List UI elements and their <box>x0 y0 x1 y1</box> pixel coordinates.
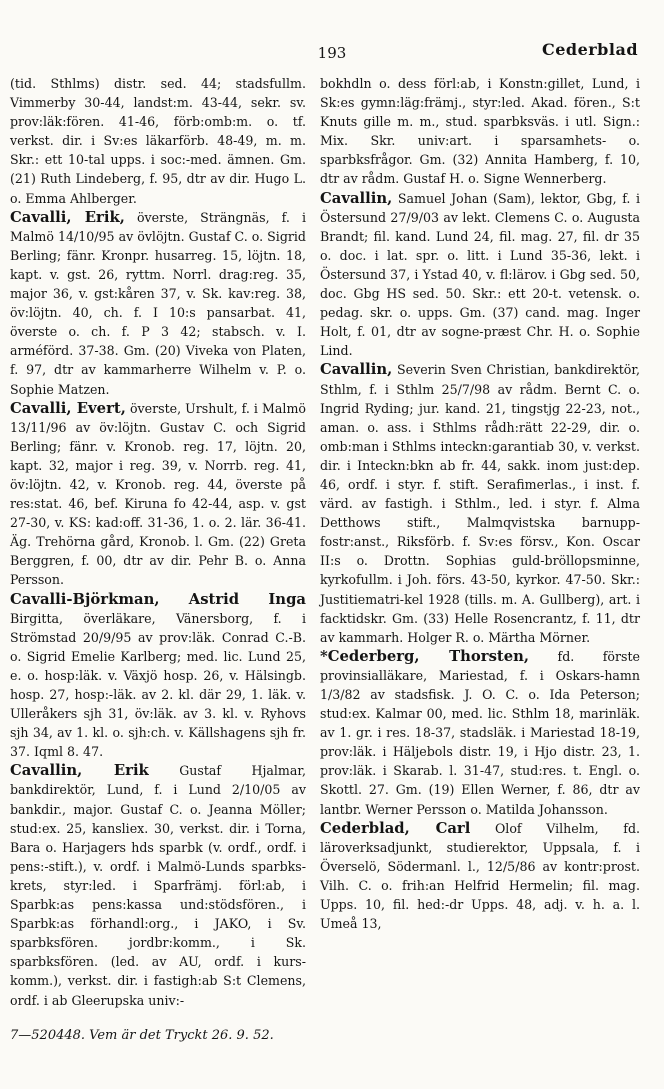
entry-cavalli-evert <box>10 399 306 590</box>
entry-text: Olof Vilhelm, fd. läroverksadjunkt, studierektor, Uppsala, f. i Överselö, Södermanl. l., 12/5/86 av kontr:prost. Vilh. C. o. frih:an Helfrid Hermelin; fil. mag. Upps. 10, fil. hed:-dr Upps. 48, adj. v. h. a. l. Umeå 13, <box>320 820 641 932</box>
entry-cavallin-sven <box>320 360 640 646</box>
entry-cavalli-erik <box>10 208 306 399</box>
entry-text: Samuel Johan (Sam), lektor, Gbg, f. i Östersund 27/9/03 av lekt. Clemens C. o. Augusta Brandt; fil. kand. Lund 24, fil. mag. 27, fil. dr 35 o. doc. i lat. spr. o. litt. i Lund 35-36, lekt. i Östersund 37, i Ystad 40, v. fl:lärov. i Gbg sed. 50, doc. Gbg HS sed. 50. Skr.: ett 20-t. vetensk. o. pedag. skr. o. upps. Gm. (37) cand. mag. Inger Holt, f. 01, dtr av sogne-præst Chr. H. o. Sophie Lind. <box>320 190 640 359</box>
entry-heading: Cavallin, Erik <box>10 762 149 780</box>
entry-continued: (tid. Sthlms) distr. sed. 44; stadsfullm. Vimmerby 30-44, landst:m. 43-44, sekr. sv. prov:läk:fören. 41-46, förb:omb:m. o. tf. verkst. dir. i Sv:es läkarförb. 48-49, m. m. Skr.: ett 10-tal upps. i soc:-med. ämnen. Gm. (21) Ruth Lindeberg, f. 95, dtr av dir. Hugo L. o. Emma Ahlberger. <box>10 76 306 206</box>
entry-text: överste, Urshult, f. i Malmö 13/11/96 av öv:löjtn. Gustav C. och Sigrid Berling; fänr. v. Kronob. reg. 17, löjtn. 20, kapt. 32, major i reg. 39, v. Norrb. reg. 41, öv:löjtn. 42, v. Kronob. reg. 44, överste på res:stat. 46, bef. Kiruna fo 42-44, asp. v. gst 27-30, v. KS: kad:off. 31-36, 1. o. 2. lär. 36-41. Äg. Trehörna gård, Kronob. l. Gm. (22) Greta Berggren, f. 00, dtr av dir. Pehr B. o. Anna Persson. <box>10 400 306 588</box>
left-column <box>10 74 306 1010</box>
entry-text: Severin Sven Christian, bankdirektör, Sthlm, f. i Sthlm 25/7/98 av rådm. Bernt C. o. Ingrid Ryding; jur. kand. 21, tingstjg 22-23, not., aman. o. ass. i Sthlms rådh:rätt 22-29, dir. o. omb:man i Sthlms inteckn:garantiab 30, v. verkst. dir. i Inteckn:bkn ab fr. 44, sakk. inom just:dep. 46, ordf. i styr. f. stift. Serafimerlas., i inst. f. värd. av fastigh. i Sthlm., led. i styr. f. Alma Detthows stift., Malmqvistska barnupp-fostr:anst., Riksförb. f. Sv:es försv., Kon. Oscar II:s o. Drottn. Sophias guld-bröllopsminne, kyrkofullm. i Joh. förs. 43-50, kyrkor. 47-50. Skr.: Justitiematri-kel 1928 (tills. m. A. Gullberg), art. i facktidskr. Gm. (33) Helle Rosencrantz, f. 11, dtr av kammarh. Holger R. o. Märtha Mörner. <box>320 362 640 645</box>
page-number: 193 <box>317 44 347 62</box>
entry-heading: Cavalli-Björkman, Astrid Inga <box>10 590 306 608</box>
entry-cavallin-sam <box>320 189 640 361</box>
entry-text: Birgitta, överläkare, Vänersborg, f. i Strömstad 20/9/95 av prov:läk. Conrad C.-B. o. Sigrid Emelie Karlberg; med. lic. Lund 25, e. o. hosp:läk. v. Växjö hosp. 26, v. Hälsingb. hosp. 27, hosp:-läk. av 2. kl. där 29, 1. läk. v. Ulleråkers sjh 31, öv:läk. av 3. kl. v. Ryhovs sjh 34, av 1. kl. o. sjh:ch. v. Källshagens sjh fr. 37. Iqml 8. 47. <box>10 610 306 760</box>
right-column <box>320 74 640 933</box>
entry-heading: Cavalli, Evert, <box>10 399 126 417</box>
print-footer: 7—520448. Vem är det Tryckt 26. 9. 52. <box>10 1028 274 1043</box>
entry-continued: bokhdln o. dess förl:ab, i Konstn:gillet, Lund, i Sk:es gymn:läg:främj., styr:led. Akad. fören., S:t Knuts gille m. m., stud. sparbksväs. i utl. Sign.: Mix. Skr. univ:art. i sparsamhets- o. sparbksfrågor. Gm. (32) Annita Hamberg, f. 10, dtr av rådm. Gustaf H. o. Signe Wennerberg. <box>320 76 640 187</box>
entry-text: fd. förste provinsialläkare, Mariestad, f. i Oskars-hamn 1/3/82 av stadsfisk. J. O. C. o. Ida Peterson; stud:ex. Kalmar 00, med. lic. Sthlm 18, marinläk. av 1. gr. i res. 18-37, stadsläk. i Mariestad 18-19, prov:läk. i Häljebols distr. 19, i Hjo distr. 23, 1. prov:läk. i Skarab. l. 31-47, stud:res. t. Engl. o. Skottl. 27. Gm. (19) Ellen Werner, f. 86, dtr av lantbr. Werner Persson o. Matilda Johansson. <box>320 648 640 817</box>
entry-heading: Cederblad, Carl <box>320 819 471 837</box>
entry-cavallin-erik <box>10 761 306 1009</box>
entry-heading: Cavalli, Erik, <box>10 208 125 226</box>
entry-heading: Cavallin, <box>320 361 393 379</box>
running-head: Cederblad <box>541 40 638 59</box>
entry-heading: *Cederberg, Thorsten, <box>320 647 530 665</box>
entry-text: Gustaf Hjalmar, bankdirektör, Lund, f. i Lund 2/10/05 av bankdir., major. Gustaf C. o. Jeanna Möller; stud:ex. 25, kansliex. 30, verkst. dir. i Torna, Bara o. Harjagers hds sparbk (v. ordf., ordf. i pens:-stift.), v. ordf. i Malmö-Lunds sparbks-krets, styr:led. i Sparfrämj. förl:ab, i Sparbk:as pens:kassa und:stödsfören., i Sparbk:as förhandl:org., i JAKO, i Sv. sparbksfören. jordbr:komm., i Sk. sparbksfören. (led. av AU, ordf. i kurs-komm.), verkst. dir. i fastigh:ab S:t Clemens, ordf. i ab Gleerupska univ:- <box>10 763 306 1008</box>
entry-heading: Cavallin, <box>320 189 393 207</box>
entry-text: överste, Strängnäs, f. i Malmö 14/10/95 av övlöjtn. Gustaf C. o. Sigrid Berling; fänr. Kronpr. husarreg. 15, löjtn. 18, kapt. v. gst. 26, ryttm. Norrl. drag:reg. 35, major 36, v. gst:kåren 37, v. Sk. kav:reg. 38, öv:löjtn. 40, ch. f. I 10:s pansarbat. 41, överste o. ch. f. P 3 42; stabsch. v. I. arméförd. 37-38. Gm. (20) Viveka von Platen, f. 97, dtr av kammarherre Wilhelm v. P. o. Sophie Matzen. <box>10 209 306 397</box>
entry-cavalli-bjorkman <box>10 590 306 762</box>
entry-cederblad-carl <box>320 819 640 934</box>
entry-cederberg-thorsten <box>320 647 640 819</box>
